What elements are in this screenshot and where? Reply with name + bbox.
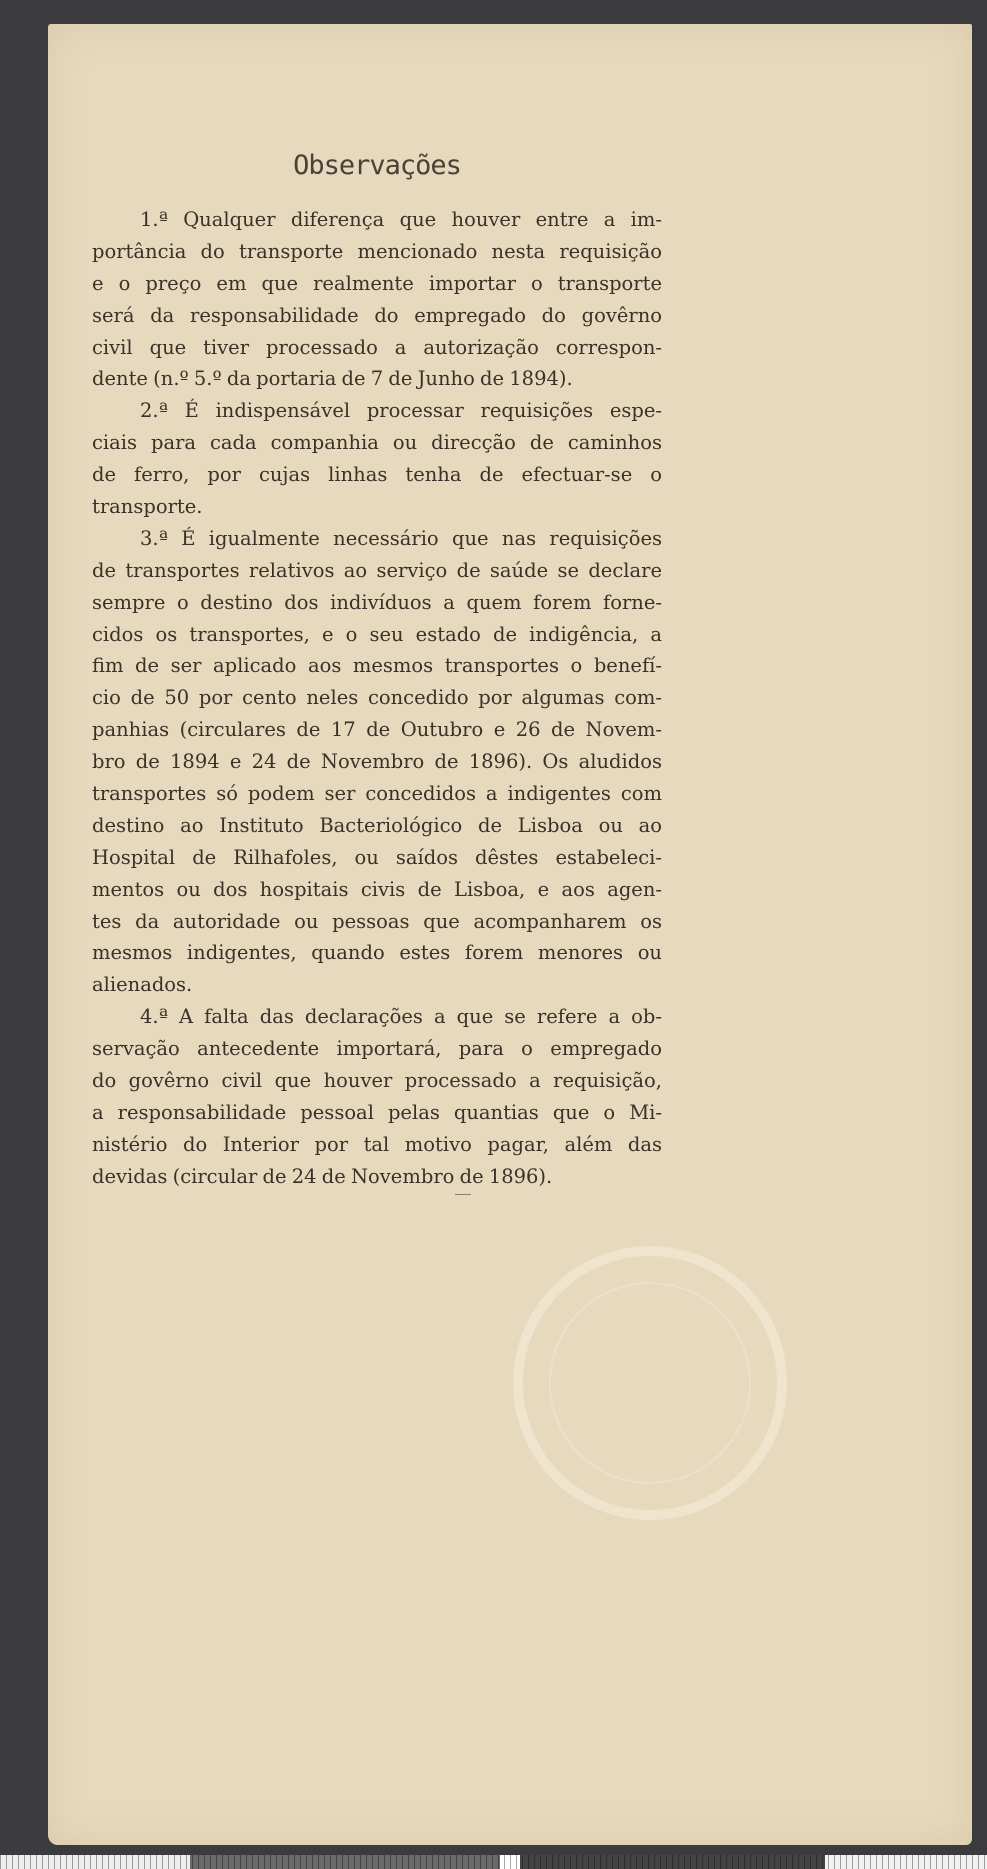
paragraph — [92, 204, 662, 395]
text-line: portância do transporte mencionado nesta requisição — [92, 239, 662, 263]
text-line: 3.ª É igualmente necessário que nas requisições — [140, 526, 662, 550]
text-line: mentos ou dos hospitais civis de Lisboa, e aos agen- — [92, 877, 662, 901]
text-line: destino ao Instituto Bacteriológico de Lisboa ou ao — [92, 813, 662, 837]
text-line: do govêrno civil que houver processado a requisição, — [92, 1069, 662, 1093]
text-line: servação antecedente importará, para o empregado — [92, 1037, 662, 1061]
page-title: Observações — [293, 150, 461, 181]
text-line: alienados. — [92, 973, 193, 997]
text-line: será da responsabilidade do empregado do govêrno — [92, 303, 662, 327]
text-line: 1.ª Qualquer diferença que houver entre a im- — [140, 208, 662, 231]
text-line: 4.ª A falta das declarações a que se refere a ob- — [140, 1005, 662, 1029]
text-line: civil que tiver processado a autorização correspon- — [92, 335, 662, 359]
text-line: fim de ser aplicado aos mesmos transportes o benefí- — [92, 654, 662, 678]
text-line: e o preço em que realmente importar o transporte — [92, 271, 662, 295]
text-line: cidos os transportes, e o seu estado de indigência, a — [92, 622, 662, 646]
text-line: transportes só podem ser concedidos a indigentes com — [92, 782, 662, 806]
scan-ruler — [0, 1855, 987, 1869]
ink-mark — [455, 1194, 471, 1195]
text-line: devidas (circular de 24 de Novembro de 1896). — [92, 1164, 553, 1188]
observations-body — [92, 204, 662, 1193]
text-line: a responsabilidade pessoal pelas quantias que o Mi- — [92, 1100, 662, 1124]
text-line: nistério do Interior por tal motivo pagar, além das — [92, 1132, 662, 1156]
text-line: bro de 1894 e 24 de Novembro de 1896). Os aludidos — [92, 750, 662, 774]
text-line: mesmos indigentes, quando estes forem menores ou — [92, 941, 662, 965]
text-line: de transportes relativos ao serviço de saúde se declare — [92, 558, 662, 582]
paragraph — [92, 1001, 662, 1192]
text-line: de ferro, por cujas linhas tenha de efectuar-se o — [92, 463, 662, 487]
text-line: sempre o destino dos indivíduos a quem forem forne- — [92, 590, 662, 614]
text-line: dente (n.º 5.º da portaria de 7 de Junho de 1894). — [92, 367, 573, 391]
paragraph — [92, 395, 662, 523]
text-line: 2.ª É indispensável processar requisições espe- — [140, 399, 662, 423]
paragraph — [92, 523, 662, 1001]
text-line: Hospital de Rilhafoles, ou saídos dêstes estabeleci- — [92, 845, 662, 869]
text-line: tes da autoridade ou pessoas que acompanharem os — [92, 909, 662, 933]
text-line: transporte. — [92, 495, 203, 519]
text-line: cio de 50 por cento neles concedido por algumas com- — [92, 686, 662, 710]
embossed-seal-icon — [513, 1246, 787, 1520]
text-line: panhias (circulares de 17 de Outubro e 26 de Novem- — [92, 718, 662, 742]
text-line: ciais para cada companhia ou direcção de caminhos — [92, 431, 662, 455]
